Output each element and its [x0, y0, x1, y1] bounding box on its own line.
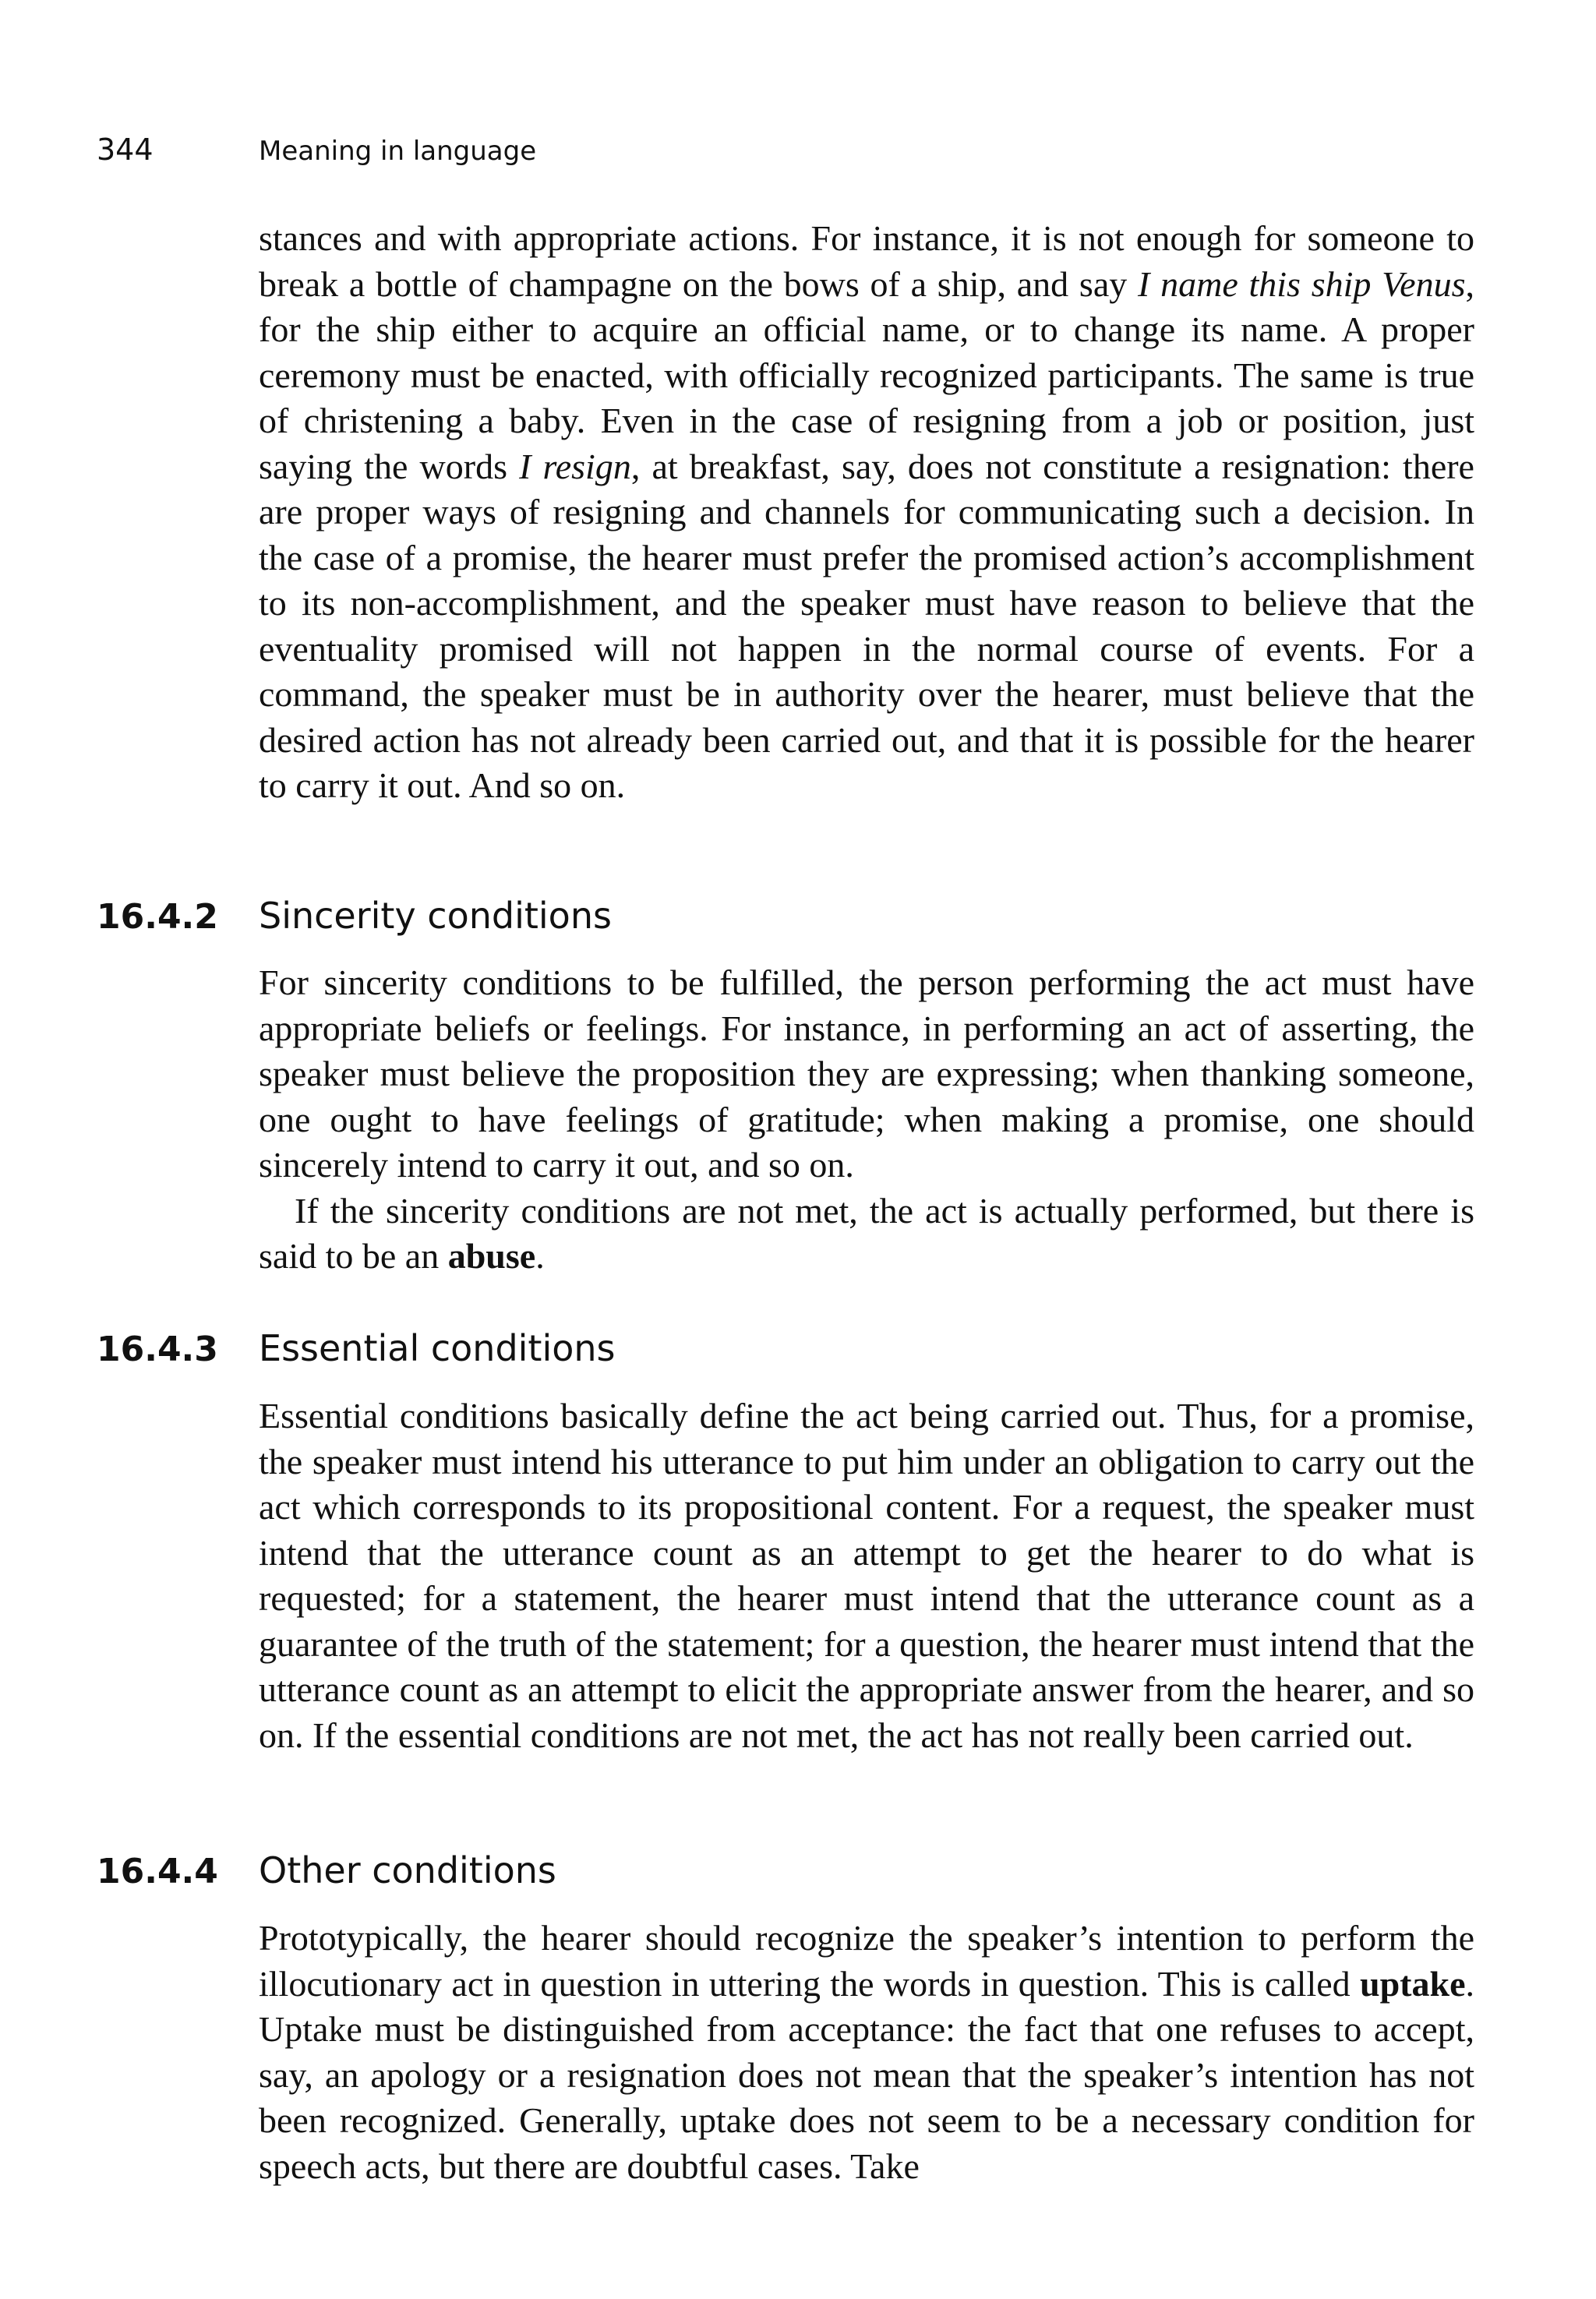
sincerity-paragraph-2 — [259, 1188, 1474, 1280]
sincerity-text-1: If the sincerity conditions are not met, the act is actually performed, but there is said to be an — [259, 1190, 1474, 1276]
sincerity-block — [259, 960, 1474, 1280]
running-title: Meaning in language — [259, 136, 537, 167]
intro-text-3: , at breakfast, say, does not constitute a resignation: there are proper ways of resigning and channels for communicating such a decision. In the case of a promise, the hearer must prefer the promised action’s accomplishment to its non-accomplishment, and the speaker must have reason to believe that the eventuality promised will not happen in the normal course of events. For a command, the speaker must be in authority over the hearer, must believe that the desired action has not already been carried out, and that it is possible for the hearer to carry it out. And so on. — [259, 446, 1474, 805]
section-heading-essential — [97, 1327, 616, 1377]
intro-paragraph — [259, 216, 1474, 809]
intro-text-1: stances and with appropriate actions. For instance, it is not enough for someone to break a bottle of champagne on the bows of a ship, and say — [259, 218, 1474, 304]
intro-text-2: , for the ship either to acquire an official name, or to change its name. A proper ceremony must be enacted, with officially recognized participants. The same is true of christening a baby. Even in the case of resigning from a job or position, just saying the words — [259, 263, 1474, 486]
other-text-2: . Uptake must be distinguished from acceptance: the fact that one refuses to accept, say, an apology or a resignation does not mean that the speaker’s intention has not been recognized. Generally, uptake does not seem to be a necessary condition for speech acts, but there are doubtful cases. Take — [259, 1963, 1474, 2186]
section-title: Essential conditions — [259, 1327, 616, 1369]
sincerity-text-2: . — [535, 1236, 545, 1276]
intro-example-ship: I name this ship Venus — [1138, 263, 1466, 304]
page-number: 344 — [97, 132, 154, 167]
other-text-1: Prototypically, the hearer should recognize the speaker’s intention to perform the illocutionary act in question in uttering the words in question. This is called — [259, 1918, 1474, 2004]
section-title: Other conditions — [259, 1849, 556, 1891]
essential-block — [259, 1393, 1474, 1758]
intro-example-resign: I resign — [519, 446, 631, 486]
other-block — [259, 1916, 1474, 2189]
section-number: 16.4.3 — [97, 1330, 218, 1369]
section-number: 16.4.2 — [97, 897, 218, 937]
other-paragraph — [259, 1916, 1474, 2189]
term-abuse: abuse — [447, 1236, 536, 1276]
section-heading-sincerity — [97, 895, 612, 945]
intro-block — [259, 216, 1474, 809]
section-title: Sincerity conditions — [259, 895, 612, 937]
essential-paragraph: Essential conditions basically define the act being carried out. Thus, for a promise, the speaker must intend his utterance to put him under an obligation to carry out the act which corresponds to its propositional content. For a request, the speaker must intend that the utterance count as an attempt to get the hearer to do what is requested; for a statement, the hearer must intend that the utterance count as a guarantee of the truth of the statement; for a question, the hearer must intend that the utterance count as an attempt to elicit the appropriate answer from the hearer, and so on. If the essential conditions are not met, the act has not really been carried out. — [259, 1396, 1474, 1755]
section-number: 16.4.4 — [97, 1852, 218, 1891]
term-uptake: uptake — [1360, 1963, 1466, 2004]
sincerity-paragraph-1: For sincerity conditions to be fulfilled, the person performing the act must have appropriate beliefs or feelings. For instance, in performing an act of asserting, the speaker must believe the proposition they are expressing; when thanking someone, one ought to have feelings of gratitude; when making a promise, one should sincerely intend to carry it out, and so on. — [259, 962, 1474, 1185]
running-header — [97, 132, 536, 179]
section-heading-other — [97, 1849, 556, 1899]
